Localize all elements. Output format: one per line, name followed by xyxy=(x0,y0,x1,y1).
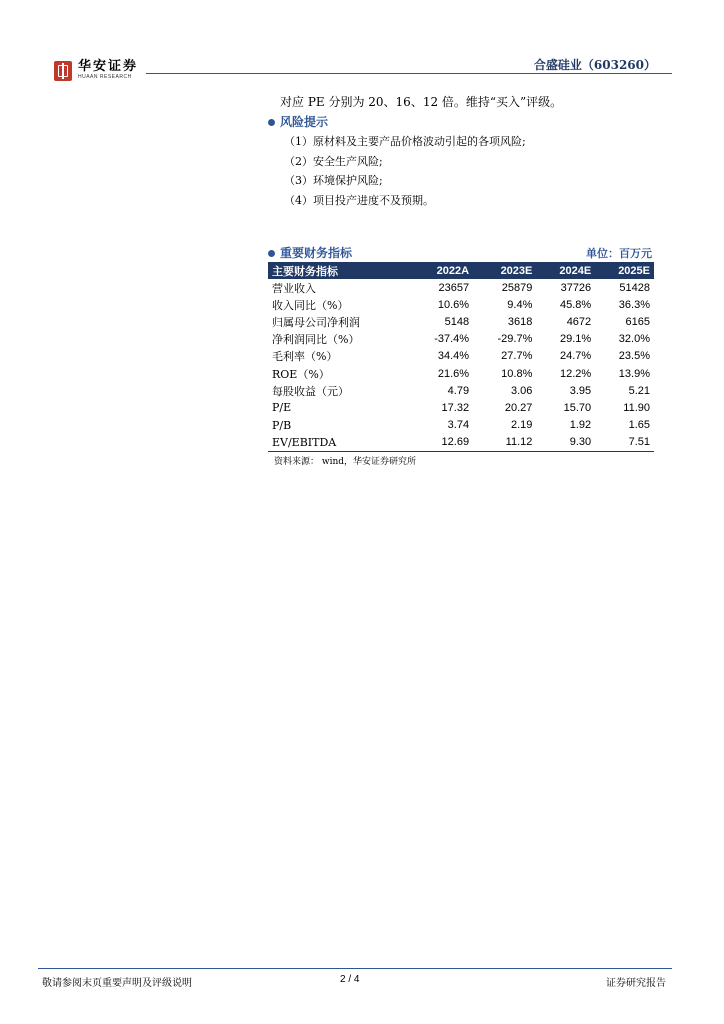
table-row xyxy=(268,331,654,348)
table-cell: 6165 xyxy=(625,315,650,328)
table-row xyxy=(268,434,654,452)
table-cell: 12.69 xyxy=(410,434,473,452)
rating-paragraph: 对应 PE 分别为 20、16、12 倍。维持“买入”评级。 xyxy=(280,95,563,109)
table-cell: 10.6% xyxy=(437,298,470,311)
table-row xyxy=(268,313,654,330)
table-cell: 37726 xyxy=(560,281,592,294)
table-cell: 5148 xyxy=(444,315,470,328)
table-cell: 23.5% xyxy=(618,350,650,363)
table-cell: 5.21 xyxy=(628,384,650,397)
table-cell: 4672 xyxy=(566,315,592,328)
report-title: 合盛硅业（603260） xyxy=(533,58,656,72)
logo-english-name: HUAAN RESEARCH xyxy=(78,74,132,80)
column-header: 2024E xyxy=(536,262,595,279)
row-label: 收入同比（%） xyxy=(272,298,349,312)
row-label: 净利润同比（%） xyxy=(272,333,360,347)
table-cell: 20.27 xyxy=(504,401,533,414)
risk-item: （1）原材料及主要产品价格波动引起的各项风险; xyxy=(284,135,526,148)
table-cell: 25879 xyxy=(501,281,533,294)
row-label: P/E xyxy=(272,401,292,415)
column-header: 2025E xyxy=(595,262,654,279)
risk-item: （4）项目投产进度不及预期。 xyxy=(284,193,434,207)
column-header: 2022A xyxy=(410,262,473,279)
table-cell: -29.7% xyxy=(497,333,533,346)
table-cell: 3.06 xyxy=(510,384,533,397)
table-row xyxy=(268,279,654,296)
logo-seal-icon xyxy=(54,61,72,81)
row-label: ROE（%） xyxy=(272,367,330,381)
row-label: 每股收益（元） xyxy=(272,384,349,398)
table-cell: 4.79 xyxy=(447,384,470,397)
table-cell: 2.19 xyxy=(510,419,533,432)
table-cell: 29.1% xyxy=(559,333,592,346)
table-cell: 17.32 xyxy=(441,401,470,414)
table-cell: -37.4% xyxy=(434,333,470,346)
table-cell: 24.7% xyxy=(559,350,592,363)
table-cell: 21.6% xyxy=(437,367,470,380)
row-label: P/B xyxy=(272,418,292,432)
risk-item: （2）安全生产风险; xyxy=(284,154,383,168)
column-header: 2023E xyxy=(473,262,536,279)
financials-table xyxy=(268,262,654,452)
table-cell: 9.30 xyxy=(536,434,595,452)
table-cell: 27.7% xyxy=(501,350,533,363)
footer-divider xyxy=(38,968,672,969)
table-cell: 11.90 xyxy=(623,401,650,414)
financials-section xyxy=(268,244,654,467)
financials-title: 重要财务指标 xyxy=(280,246,353,260)
table-cell: 32.0% xyxy=(618,333,650,346)
table-cell: 1.92 xyxy=(569,419,592,432)
table-cell: 11.12 xyxy=(473,434,536,452)
row-label: 毛利率（%） xyxy=(272,350,338,364)
risk-item: （3）环境保护风险; xyxy=(284,174,383,187)
bullet-icon xyxy=(268,119,275,126)
table-row xyxy=(268,417,654,434)
table-cell: 15.70 xyxy=(563,401,592,414)
footer-report-type: 证券研究报告 xyxy=(606,978,666,989)
risk-list xyxy=(268,132,658,210)
table-cell: 3618 xyxy=(507,315,533,328)
logo-chinese-name: 华安证券 xyxy=(78,59,139,74)
risk-section-title: 风险提示 xyxy=(280,115,329,129)
table-cell: 51428 xyxy=(619,281,650,294)
table-cell: 23657 xyxy=(438,281,470,294)
table-cell: 10.8% xyxy=(501,367,533,380)
bullet-icon xyxy=(268,250,275,257)
table-row xyxy=(268,348,654,365)
footer-disclaimer: 敬请参阅末页重要声明及评级说明 xyxy=(42,978,192,989)
table-cell: 36.3% xyxy=(618,298,650,311)
risk-section-heading xyxy=(268,112,658,132)
column-header: 主要财务指标 xyxy=(268,262,410,279)
unit-label: 单位：百万元 xyxy=(586,247,652,260)
row-label: EV/EBITDA xyxy=(268,434,410,452)
header-divider xyxy=(146,73,672,74)
company-logo xyxy=(54,60,138,81)
table-cell: 3.95 xyxy=(569,384,592,397)
table-row xyxy=(268,296,654,313)
table-row xyxy=(268,382,654,399)
source-note: 资料来源： wind，华安证券研究所 xyxy=(274,456,417,467)
table-cell: 9.4% xyxy=(507,298,533,311)
table-cell: 45.8% xyxy=(559,298,592,311)
table-cell: 12.2% xyxy=(559,367,592,380)
table-header-row xyxy=(268,262,654,279)
row-label: 归属母公司净利润 xyxy=(272,315,360,329)
financials-heading xyxy=(268,243,352,263)
page-number: 2 / 4 xyxy=(340,974,360,985)
table-cell: 34.4% xyxy=(437,350,470,363)
financials-heading-row xyxy=(268,244,654,262)
table-cell: 13.9% xyxy=(618,367,650,380)
table-cell: 1.65 xyxy=(628,419,650,432)
row-label: 营业收入 xyxy=(272,281,316,295)
table-row xyxy=(268,365,654,382)
main-content xyxy=(268,92,658,210)
table-cell: 7.51 xyxy=(595,434,654,452)
table-row xyxy=(268,399,654,416)
table-cell: 3.74 xyxy=(447,419,470,432)
